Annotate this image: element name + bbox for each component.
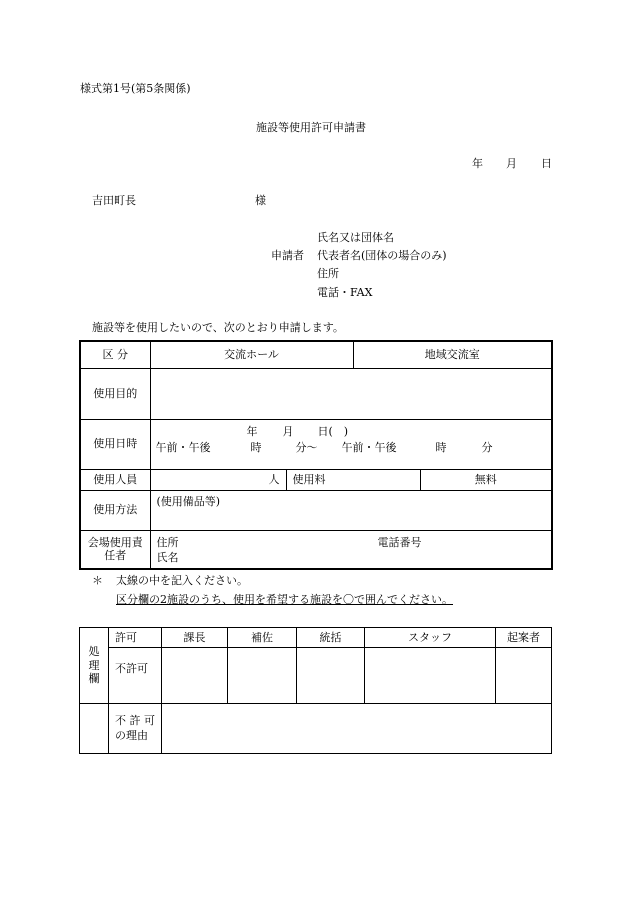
purpose-label: 使用目的 <box>80 368 150 419</box>
reason-label-line2: の理由 <box>115 728 148 742</box>
dt-hour-start: 時 <box>250 441 262 454</box>
note-line-2: 区分欄の2施設のうち、使用を希望する施設を〇で囲んでください。 <box>116 593 453 606</box>
processing-table <box>79 627 552 754</box>
deputy-header: 補佐 <box>228 628 297 648</box>
responsible-name-label: 氏名 <box>156 550 179 564</box>
note-star: ＊ <box>92 574 103 587</box>
deputy-stamp-cell[interactable] <box>228 648 297 704</box>
applicant-phone-label: 電話・FAX <box>317 286 373 299</box>
processing-blank-cell <box>80 704 109 754</box>
staff-stamp-cell[interactable] <box>365 648 496 704</box>
dt-day: 日( ) <box>317 425 349 438</box>
applicant-address-label: 住所 <box>317 267 339 280</box>
people-label: 使用人員 <box>80 469 150 490</box>
note-line-1: 太線の中を記入ください。 <box>116 574 248 587</box>
applicant-name-label: 氏名又は団体名 <box>317 231 394 244</box>
responsible-phone-label: 電話番号 <box>377 535 422 549</box>
chief-stamp-cell[interactable] <box>162 648 228 704</box>
processing-label-char-3: 欄 <box>88 672 100 686</box>
reason-field[interactable] <box>162 704 552 754</box>
responsible-label-line2: 任者 <box>104 549 127 563</box>
datetime-label: 使用日時 <box>80 419 150 469</box>
people-count-field[interactable] <box>150 469 286 490</box>
processing-label-char-1: 処 <box>88 644 100 658</box>
disapprove-label[interactable]: 不許可 <box>109 648 162 704</box>
category-option-room[interactable]: 地域交流室 <box>353 341 552 368</box>
dt-ampm-end: 午前・午後 <box>341 441 397 454</box>
dt-year: 年 <box>246 425 258 438</box>
purpose-row <box>80 368 552 419</box>
purpose-field[interactable] <box>150 368 552 419</box>
reason-label <box>109 704 162 754</box>
responsible-label <box>80 530 150 569</box>
method-note: (使用備品等) <box>156 494 221 508</box>
applicant-label: 申請者 <box>271 249 304 262</box>
addressee-name: 吉田町長 <box>92 194 136 207</box>
processing-column-label <box>80 628 109 704</box>
category-label: 区 分 <box>80 341 150 368</box>
category-option-hall[interactable]: 交流ホール <box>150 341 353 368</box>
applicant-rep-label: 代表者名(団体の場合のみ) <box>317 249 447 262</box>
approve-label[interactable]: 許可 <box>109 628 162 648</box>
method-row <box>80 490 552 530</box>
application-form-table <box>79 340 553 570</box>
addressee-suffix: 様 <box>255 194 266 207</box>
form-number: 様式第1号(第5条関係) <box>80 82 191 95</box>
responsible-field[interactable] <box>150 530 552 569</box>
processing-label-char-2: 理 <box>88 658 100 672</box>
dt-min-end: 分 <box>481 441 493 454</box>
dt-hour-end: 時 <box>435 441 447 454</box>
drafter-header: 起案者 <box>496 628 552 648</box>
general-header: 統括 <box>297 628 365 648</box>
general-stamp-cell[interactable] <box>297 648 365 704</box>
dt-ampm-start: 午前・午後 <box>155 441 211 454</box>
people-row <box>80 469 552 490</box>
dt-month: 月 <box>282 425 294 438</box>
method-field[interactable] <box>150 490 552 530</box>
responsible-row <box>80 530 552 569</box>
datetime-field[interactable] <box>150 419 552 469</box>
reason-label-line1: 不 許 可 <box>115 713 155 727</box>
dt-min-start: 分〜 <box>295 441 318 454</box>
people-unit: 人 <box>268 472 280 486</box>
date-day-label: 日 <box>541 157 552 170</box>
method-label: 使用方法 <box>80 490 150 530</box>
date-year-label: 年 <box>472 157 483 170</box>
responsible-label-line1: 会場使用責 <box>87 535 143 549</box>
datetime-row <box>80 419 552 469</box>
chief-header: 課長 <box>162 628 228 648</box>
drafter-stamp-cell[interactable] <box>496 648 552 704</box>
category-row <box>80 341 552 368</box>
fee-label: 使用料 <box>286 469 420 490</box>
staff-header: スタッフ <box>365 628 496 648</box>
fee-value: 無料 <box>420 469 552 490</box>
document-title: 施設等使用許可申請書 <box>256 121 366 134</box>
date-month-label: 月 <box>506 157 517 170</box>
responsible-address-label: 住所 <box>156 535 179 549</box>
intro-text: 施設等を使用したいので、次のとおり申請します。 <box>92 321 344 334</box>
